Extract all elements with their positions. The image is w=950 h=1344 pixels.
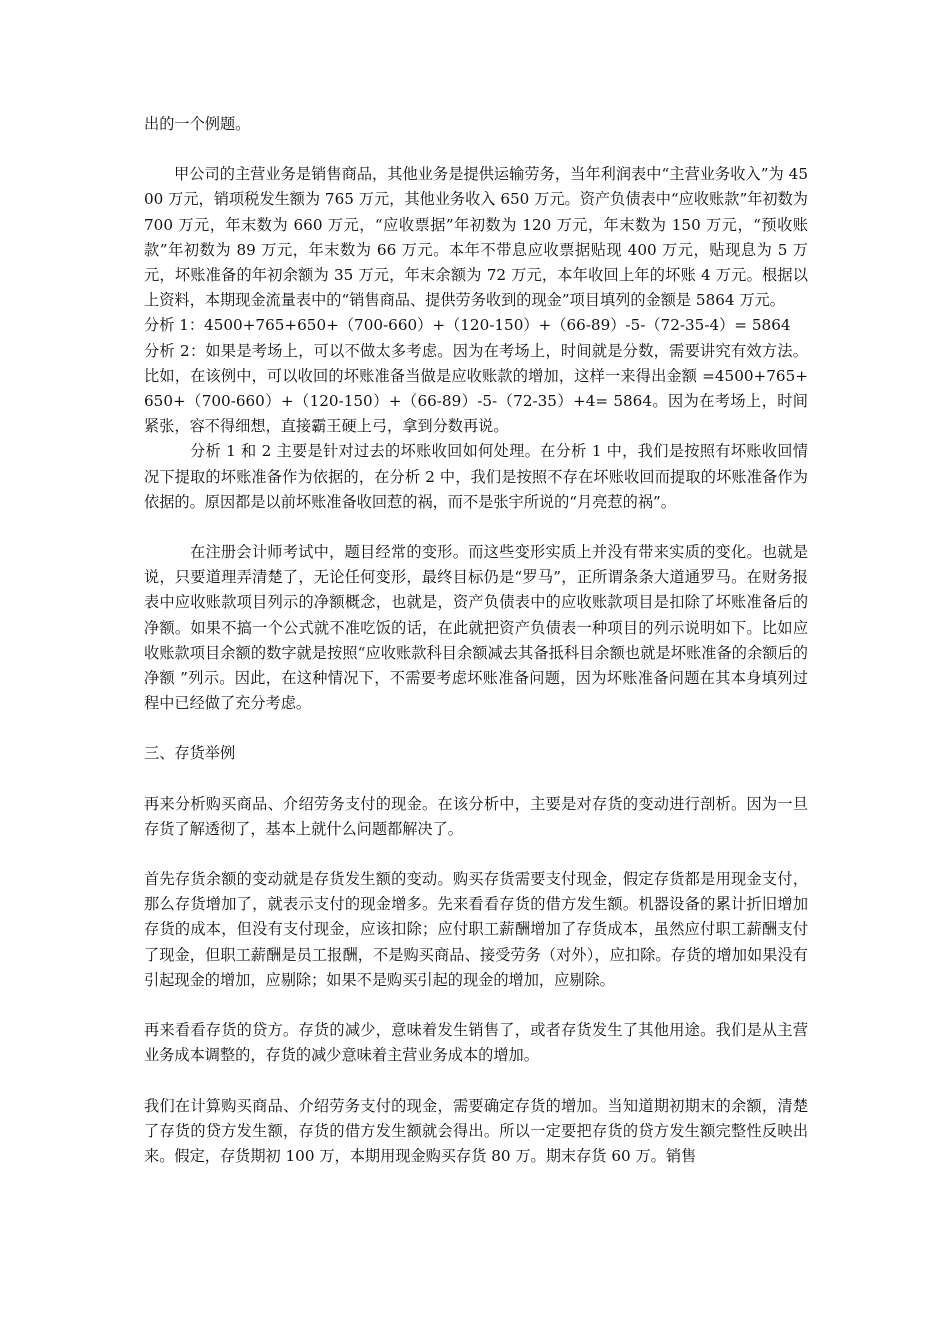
paragraph-example: 甲公司的主营业务是销售商品，其他业务是提供运输劳务，当年利润表中“主营业务收入”为 4500 万元，销项税发生额为 765 万元，其他业务收入 650 万元。资产负债表中“应收账款”年初数为 700 万元，年末数为 660 万元，“应收票据”年初数为 120 万元，年末数为 150 万元，“预收账款”年初数为 89 万元，年末数为 66 万元。本年不带息应收票据贴现 400 万元，贴现息为 5 万元，坏账准备的年初余额为 35 万元，年末余额为 72 万元，本年收回上年的坏账 4 万元。根据以上资料，本期现金流量表中的“销售商品、提供劳务收到的现金”项目填列的金额是 5864 万元。 <box>144 165 808 310</box>
section-heading-inventory: 三、存货举例 <box>144 744 236 763</box>
paragraph-inventory-calculation: 我们在计算购买商品、介绍劳务支付的现金，需要确定存货的增加。当知道期初期末的余额，清楚了存货的贷方发生额，存货的借方发生额就会得出。所以一定要把存货的贷方发生额完整性反映出来。假定，存货期初 100 万，本期用现金购买存货 80 万。期末存货 60 万。销售 <box>144 1096 808 1165</box>
spacer <box>144 1069 808 1094</box>
paragraph-inventory-debit: 首先存货余额的变动就是存货发生额的变动。购买存货需要支付现金，假定存货都是用现金支付，那么存货增加了，就表示支付的现金增多。先来看看存货的借方发生额。机器设备的累计折旧增加存货的成本，但没有支付现金，应该扣除；应付职工薪酬增加了存货成本，虽然应付职工薪酬支付了现金，但职工薪酬是员工报酬，不是购买商品、接受劳务（对外），应扣除。存货的增加如果没有引起现金的增加，应剔除；如果不是购买引起的现金的增加，应剔除。 <box>144 870 808 989</box>
paragraph-analysis-2: 分析 2：如果是考场上，可以不做太多考虑。因为在考场上，时间就是分数，需要讲究有效方法。比如，在该例中，可以收回的坏账准备当做是应收账款的增加，这样一来得出金额 =4500+765+650+（700-660）+（120-150）+（66-89）-5-（72-35）+4= 5864。因为在考场上，时间紧张，容不得细想，直接霸王硬上弓，拿到分数再说。 <box>144 341 808 436</box>
document-page <box>144 112 808 1169</box>
spacer <box>144 767 808 792</box>
paragraph-cpa-exam: 在注册会计师考试中，题目经常的变形。而这些变形实质上并没有带来实质的变化。也就是说，只要道理弄清楚了，无论任何变形，最终目标仍是“罗马”，正所谓条条大道通罗马。在财务报表中应收账款项目列示的净额概念，也就是，资产负债表中的应收账款项目是扣除了坏账准备后的净额。如果不搞一个公式就不准吃饭的话，在此就把资产负债表一种项目的列示说明如下。比如应收账款项目余额的数字就是按照“应收账款科目余额减去其备抵科目余额也就是坏账准备的余额后的净额 ”列示。因此，在这种情况下，不需要考虑坏账准备问题，因为坏账准备问题在其本身填列过程中已经做了充分考虑。 <box>144 543 808 713</box>
spacer <box>144 515 808 540</box>
spacer <box>144 716 808 741</box>
paragraph-inventory-credit: 再来看看存货的贷方。存货的减少，意味着发生销售了，或者存货发生了其他用途。我们是从主营业务成本调整的，存货的减少意味着主营业务成本的增加。 <box>144 1021 808 1065</box>
spacer <box>144 842 808 867</box>
paragraph-analysis-summary: 分析 1 和 2 主要是针对过去的坏账收回如何处理。在分析 1 中，我们是按照有坏账收回情况下提取的坏账准备作为依据的，在分析 2 中，我们是按照不存在坏账收回而提取的坏账准备作为依据的。原因都是以前坏账准备收回惹的祸，而不是张宇所说的“月亮惹的祸”。 <box>144 442 808 511</box>
paragraph-intro-tail: 出的一个例题。 <box>144 115 251 133</box>
spacer <box>144 137 808 162</box>
paragraph-analysis-1: 分析 1：4500+765+650+（700-660）+（120-150）+（66-89）-5-（72-35-4）= 5864 <box>144 316 791 335</box>
paragraph-inventory-intro: 再来分析购买商品、介绍劳务支付的现金。在该分析中，主要是对存货的变动进行剖析。因为一旦存货了解透彻了，基本上就什么问题都解决了。 <box>144 794 808 838</box>
spacer <box>144 993 808 1018</box>
